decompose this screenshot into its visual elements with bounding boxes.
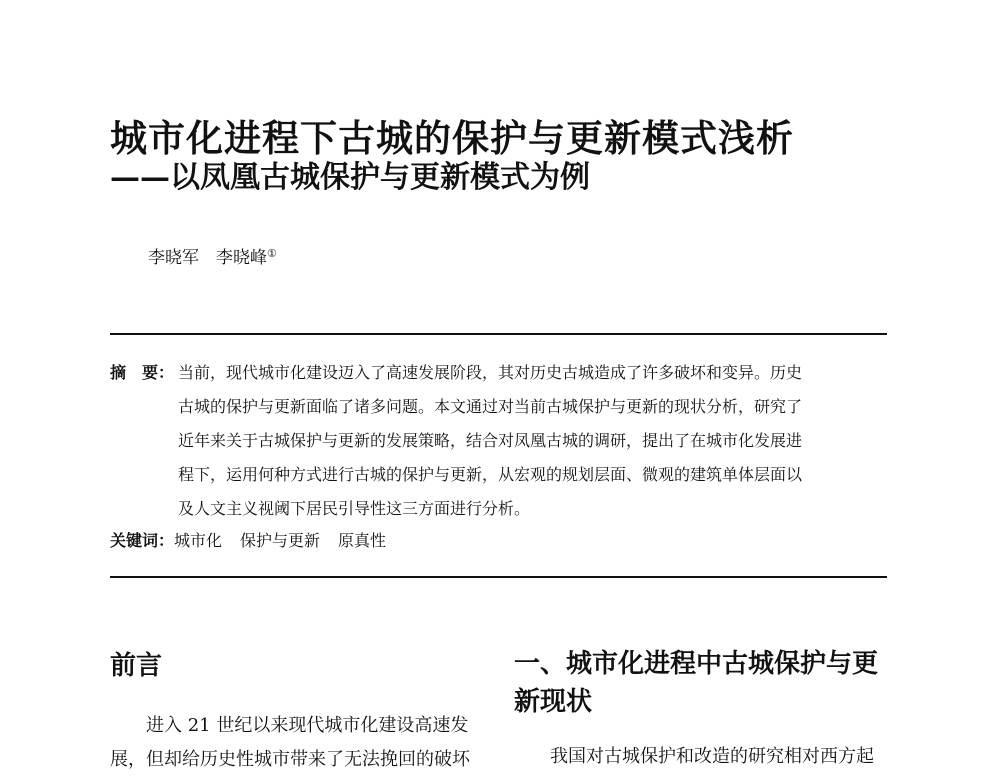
author-footnote-mark: ①	[267, 247, 277, 260]
keywords	[110, 528, 404, 551]
abstract-line: 当前，现代城市化建设迈入了高速发展阶段，其对历史古城造成了许多破坏和变异。历史	[178, 363, 803, 382]
keyword: 原真性	[338, 531, 387, 550]
paper-title: 城市化进程下古城的保护与更新模式浅析	[110, 116, 794, 160]
section-heading-preface: 前言	[110, 651, 163, 681]
authors	[148, 243, 277, 268]
abstract-line: 古城的保护与更新面临了诸多问题。本文通过对当前古城保护与更新的现状分析，研究了	[178, 397, 803, 416]
keyword: 保护与更新	[240, 531, 321, 550]
top-rule	[110, 333, 887, 335]
abstract-line: 程下，运用何种方式进行古城的保护与更新，从宏观的规划层面、微观的建筑单体层面以	[178, 465, 803, 484]
body-line: 进入 21 世纪以来现代城市化建设高速发	[146, 715, 469, 736]
preface-body	[110, 709, 490, 777]
bottom-rule	[110, 576, 887, 578]
abstract-line: 近年来关于古城保护与更新的发展策略，结合对凤凰古城的调研，提出了在城市化发展进	[178, 431, 803, 450]
section-heading-1: 一、城市化进程中古城保护与更新现状	[514, 649, 879, 717]
keyword: 城市化	[174, 531, 223, 550]
abstract-label: 摘 要：	[110, 363, 175, 382]
abstract-line: 及人文主义视阈下居民引导性这三方面进行分析。	[178, 499, 531, 518]
section-1-body-line: 我国对古城保护和改造的研究相对西方起	[550, 746, 874, 767]
paper-subtitle: ——以凤凰古城保护与更新模式为例	[110, 160, 590, 195]
body-line: 展，但却给历史性城市带来了无法挽回的破坏	[110, 749, 470, 770]
author-names: 李晓军 李晓峰	[148, 248, 267, 268]
keywords-label: 关键词：	[110, 531, 175, 550]
